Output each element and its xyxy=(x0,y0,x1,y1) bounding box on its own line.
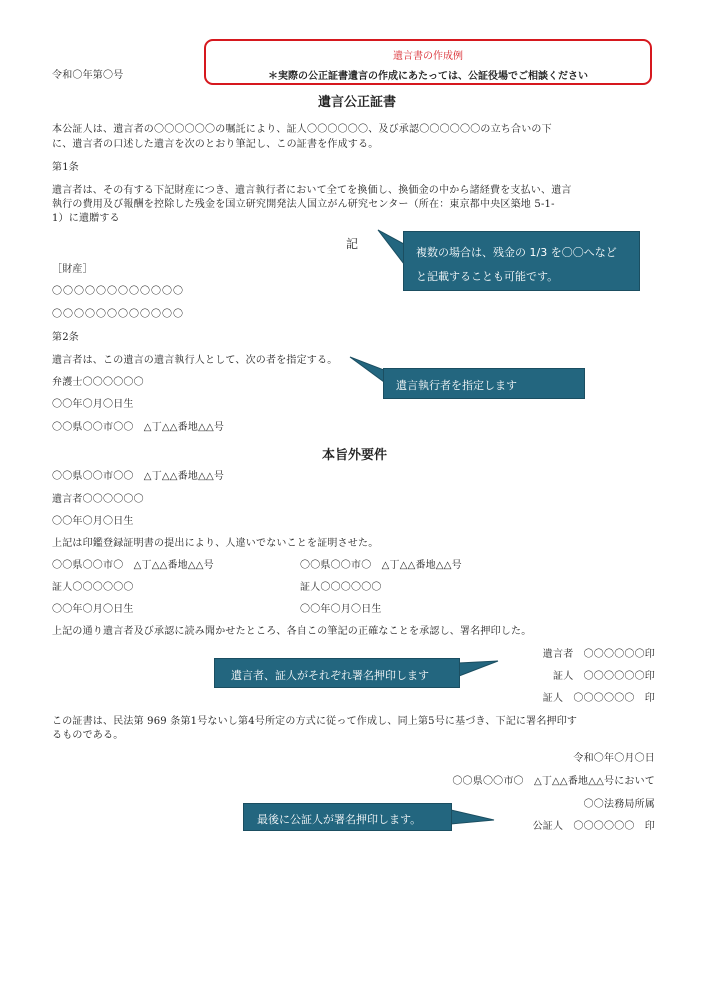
article2-label: 第2条 xyxy=(52,332,79,343)
callout-tail-signatures xyxy=(459,661,498,676)
callout-tail-executor xyxy=(350,357,384,382)
assets-label: ［財産］ xyxy=(52,264,93,275)
signature-witness-1: 証人 〇〇〇〇〇〇印 xyxy=(553,671,655,682)
callout-remainder-line-2: と記載することも可能です。 xyxy=(416,270,559,283)
asset-item-2: 〇〇〇〇〇〇〇〇〇〇〇〇 xyxy=(52,309,184,320)
witness1-birth: 〇〇年〇月〇日生 xyxy=(52,604,134,615)
asset-item-1: 〇〇〇〇〇〇〇〇〇〇〇〇 xyxy=(52,286,184,297)
notary-office: 〇〇法務局所属 xyxy=(583,799,655,810)
executor-birth: 〇〇年〇月〇日生 xyxy=(52,399,134,410)
article2-line: 遺言者は、この遺言の遺言執行人として、次の者を指定する。 xyxy=(52,355,338,366)
extra-requirements-heading: 本旨外要件 xyxy=(322,448,388,463)
notary-address: 〇〇県〇〇市〇 △丁△△番地△△号において xyxy=(452,776,655,787)
article1-line-1: 遺言者は、その有する下記財産につき、遺言執行者において全てを換価し、換価金の中から諸経費を支払い、遺言 xyxy=(52,185,572,196)
callout-tail-notary xyxy=(451,810,494,824)
case-number: 令和〇年第〇号 xyxy=(52,70,124,81)
witness1-name: 証人〇〇〇〇〇〇 xyxy=(52,582,134,593)
notice-title: 遺言書の作成例 xyxy=(393,51,463,62)
callout-signatures-text: 遺言者、証人がそれぞれ署名押印します xyxy=(231,669,429,682)
closing-line-2: るものである。 xyxy=(52,730,124,741)
seal-certificate-line: 上記は印鑑登録証明書の提出により、人違いでないことを証明させた。 xyxy=(52,538,379,549)
article1-line-2: 執行の費用及び報酬を控除した残金を国立研究開発法人国立がん研究センター（所在：東京都中央区築地 5-1- xyxy=(52,199,555,210)
witness2-address: 〇〇県〇〇市〇 △丁△△番地△△号 xyxy=(300,560,462,571)
callout-notary-text: 最後に公証人が署名押印します。 xyxy=(257,813,422,826)
callout-notary xyxy=(243,803,452,831)
testator-address: 〇〇県〇〇市〇〇 △丁△△番地△△号 xyxy=(52,471,225,482)
intro-line-1: 本公証人は、遺言者の〇〇〇〇〇〇の嘱託により、証人〇〇〇〇〇〇、及び承認〇〇〇〇〇〇の立ち合いの下 xyxy=(52,124,552,135)
notice-body: ＊実際の公正証書遺言の作成にあたっては、公証役場でご相談ください xyxy=(268,71,588,82)
witness2-name: 証人〇〇〇〇〇〇 xyxy=(300,582,382,593)
article1-line-3: 1）に遺贈する xyxy=(52,213,120,224)
executor-address: 〇〇県〇〇市〇〇 △丁△△番地△△号 xyxy=(52,422,225,433)
callout-tail-remainder xyxy=(378,230,404,264)
ki-heading: 記 xyxy=(346,237,359,251)
callout-remainder xyxy=(403,231,640,291)
signature-testator: 遺言者 〇〇〇〇〇〇印 xyxy=(542,649,655,660)
readback-line: 上記の通り遺言者及び承認に読み聞かせたところ、各自この筆記の正確なことを承認し、署名押印した。 xyxy=(52,626,532,637)
signature-witness-2: 証人 〇〇〇〇〇〇 印 xyxy=(542,693,655,704)
testator-name: 遺言者〇〇〇〇〇〇 xyxy=(52,494,144,505)
callout-remainder-line-1: 複数の場合は、残金の 1/3 を〇〇へなど xyxy=(416,246,617,259)
document-title: 遺言公正証書 xyxy=(318,95,397,110)
notary-signature: 公証人 〇〇〇〇〇〇 印 xyxy=(532,821,655,832)
callout-executor xyxy=(383,368,585,399)
closing-line-1: この証書は、民法第 969 条第1号ないし第4号所定の方式に従って作成し、同上第5号に基づき、下記に署名押印す xyxy=(52,716,578,727)
callout-executor-text: 遺言執行者を指定します xyxy=(396,379,517,392)
testator-birth: 〇〇年〇月〇日生 xyxy=(52,516,134,527)
callout-signatures xyxy=(214,658,460,688)
intro-line-2: に、遺言者の口述した遺言を次のとおり筆記し、この証書を作成する。 xyxy=(52,139,379,150)
witness2-birth: 〇〇年〇月〇日生 xyxy=(300,604,382,615)
date-line: 令和〇年〇月〇日 xyxy=(573,753,655,764)
witness1-address: 〇〇県〇〇市〇 △丁△△番地△△号 xyxy=(52,560,214,571)
executor-name: 弁護士〇〇〇〇〇〇 xyxy=(52,377,144,388)
article1-label: 第1条 xyxy=(52,162,79,173)
